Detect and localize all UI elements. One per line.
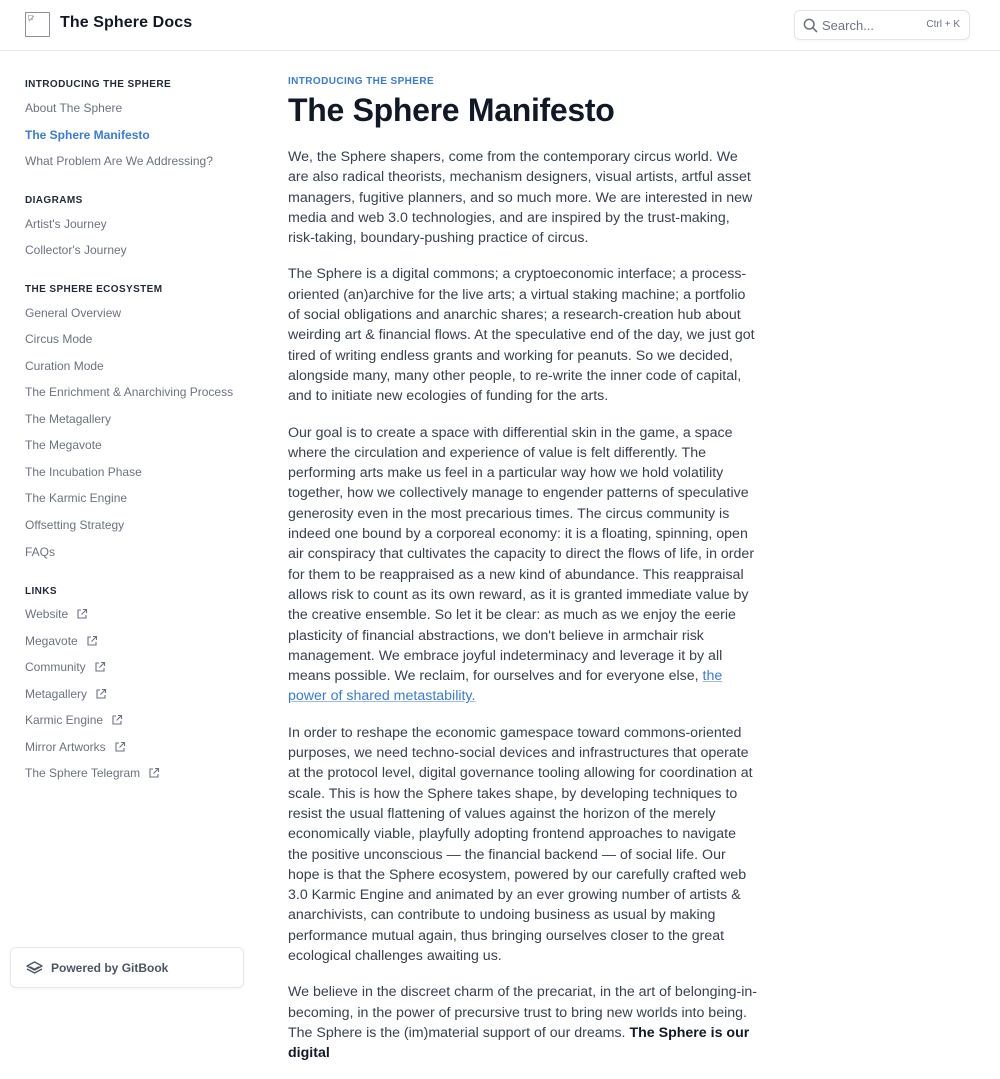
- sidebar-link-metagallery[interactable]: [25, 687, 107, 701]
- sidebar-item-label: Megavote: [25, 634, 78, 648]
- search-input[interactable]: [822, 17, 918, 34]
- sidebar-item-label: The Enrichment & Anarchiving Process: [25, 385, 234, 399]
- page-title: The Sphere Manifesto: [288, 92, 615, 128]
- sidebar-link-megavote[interactable]: [25, 634, 98, 648]
- external-link-icon: [94, 661, 106, 673]
- paragraph: [288, 264, 758, 406]
- paragraph: [288, 147, 758, 248]
- sidebar-link-website[interactable]: [25, 607, 88, 621]
- sidebar-link-mirror-artworks[interactable]: [25, 740, 126, 754]
- sidebar-section-title: INTRODUCING THE SPHERE: [25, 79, 172, 90]
- sidebar-item-label: Artist's Journey: [25, 217, 107, 231]
- external-link-icon: [111, 714, 123, 726]
- sidebar-item-incubation-phase[interactable]: [25, 465, 142, 479]
- sidebar-item-karmic-engine[interactable]: [25, 491, 127, 505]
- search-shortcut-hint: Ctrl + K: [926, 19, 960, 30]
- paragraph: [288, 982, 758, 1063]
- paragraph-text: In order to reshape the economic gamespace toward commons-oriented purposes, we need techno-social devices and infrastructures that operate at the protocol level, digital governance tooling allowing for coordination at scale. This is how the Sphere takes shape, by developing techniques to resist the usual flattening of values against the horizon of the merely economically viable, playfully adopting frontend approaches to navigate the positive unconscious — the financial backend — of social life. Our hope is that the Sphere ecosystem, powered by our carefully crafted web 3.0 Karmic Engine and animated by an ever growing number of artists & anarchivists, can contribute to undoing business as usual by making performance mutual again, thus bringing ourselves closer to the great ecological challenges awaiting us.: [288, 724, 753, 964]
- sidebar-section-title: THE SPHERE ECOSYSTEM: [25, 284, 163, 295]
- paragraph-text: We, the Sphere shapers, come from the contemporary circus world. We are also radical theorists, mechanism designers, visual artists, artful asset managers, fugitive planners, and so much more. We are interested in new media and web 3.0 technologies, and are inspired by the trust-making, risk-taking, boundary-pushing practice of circus.: [288, 149, 753, 247]
- paragraph: [288, 423, 758, 707]
- sidebar-item-general-overview[interactable]: [25, 306, 121, 320]
- main-content: [288, 51, 758, 1062]
- sidebar-item-label: Metagallery: [25, 687, 88, 701]
- paragraph-text: We believe in the discreet charm of the precariat, in the art of belonging-in-becoming, in the power of precursive trust to bring new worlds into being. The Sphere is the (im)material support of our dreams.: [288, 984, 757, 1041]
- sidebar-link-community[interactable]: [25, 660, 106, 674]
- external-link-icon: [86, 635, 98, 647]
- sidebar-item-label: General Overview: [25, 306, 122, 320]
- sidebar-item-the-sphere-manifesto[interactable]: [25, 128, 150, 142]
- gitbook-logo-icon: [26, 960, 43, 981]
- sidebar-item-about-the-sphere[interactable]: [25, 101, 122, 115]
- sidebar-item-label: The Megavote: [25, 438, 102, 452]
- sidebar-item-label: Curation Mode: [25, 359, 104, 373]
- sidebar-item-the-metagallery[interactable]: [25, 412, 111, 426]
- search-box[interactable]: [794, 10, 970, 40]
- sidebar-item-label: About The Sphere: [25, 101, 123, 115]
- sidebar-item-label: Mirror Artworks: [25, 740, 106, 754]
- sidebar-item-enrichment-anarchiving[interactable]: [25, 385, 233, 399]
- sidebar-item-artists-journey[interactable]: [25, 217, 107, 231]
- sidebar-item-label: Circus Mode: [25, 332, 93, 346]
- sidebar-item-circus-mode[interactable]: [25, 332, 92, 346]
- sidebar-item-label: The Sphere Telegram: [25, 766, 141, 780]
- sidebar-item-label: The Incubation Phase: [25, 465, 142, 479]
- sidebar-item-label: The Metagallery: [25, 412, 112, 426]
- sidebar-item-what-problem[interactable]: [25, 154, 213, 168]
- paragraph-text: Our goal is to create a space with differential skin in the game, a space where the circulation and experience of value is felt differently. The performing arts make us feel in a particular way how we hold volatility together, how we collectively manage to engender patterns of speculative generosity even in the most precarious times. The circus community is indeed one bound by a corporeal economy: it is a floating, spinning, open air conspiracy that cultivates the capacity to direct the flows of life, in order for them to be reappraised as a new kind of abundance. This reappraisal allows risk to count as its own reward, as it is granted immediate value by the creative ensemble. So let it be clear: as much as we enjoy the eerie plasticity of financial abstractions, we don't believe in armchair risk management. We embrace joyful indeterminacy and leverage it by all means possible. We reclaim, for ourselves and for everyone else,: [288, 424, 755, 685]
- paragraph-text: The Sphere is a digital commons; a cryptoeconomic interface; a process-oriented (an)archive for the live arts; a virtual staking machine; a portfolio of social obligations and anarchic shares; a research-creation hub about weirding art & financial flows. At the speculative end of the day, we just got tired of writing endless grants and working for peanuts. So we decided, alongside many, many other people, to re-write the inner code of capital, and to initiate new ecologies of funding for the arts.: [288, 266, 755, 405]
- sidebar-item-label: The Karmic Engine: [25, 491, 128, 505]
- paragraph: [288, 723, 758, 967]
- sidebar-item-label: Collector's Journey: [25, 243, 127, 257]
- sidebar-link-the-sphere-telegram[interactable]: [25, 766, 160, 780]
- sidebar-item-curation-mode[interactable]: [25, 359, 104, 373]
- breadcrumb[interactable]: INTRODUCING THE SPHERE: [288, 76, 435, 87]
- search-icon: [803, 18, 818, 38]
- sidebar-item-faqs[interactable]: [25, 545, 55, 559]
- sidebar-item-collectors-journey[interactable]: [25, 243, 127, 257]
- external-link-icon: [148, 767, 160, 779]
- site-title[interactable]: The Sphere Docs: [60, 14, 193, 31]
- sidebar-section-title: DIAGRAMS: [25, 195, 83, 206]
- external-link-icon: [114, 741, 126, 753]
- sidebar-item-label: FAQs: [25, 545, 56, 559]
- sidebar-item-offsetting-strategy[interactable]: [25, 518, 124, 532]
- sidebar-item-label: What Problem Are We Addressing?: [25, 154, 213, 168]
- powered-by-gitbook-label: Powered by GitBook: [51, 961, 169, 975]
- external-link-icon: [76, 608, 88, 620]
- sidebar-item-label: The Sphere Manifesto: [25, 128, 150, 142]
- paragraph-bold-text: The Sphere is our digital: [288, 1024, 750, 1062]
- top-header: [0, 0, 1000, 51]
- sidebar-item-label: Offsetting Strategy: [25, 518, 125, 532]
- sidebar-item-label: Website: [25, 607, 69, 621]
- sidebar-item-the-megavote[interactable]: [25, 438, 102, 452]
- sidebar: [0, 51, 258, 1000]
- article-body: [288, 147, 758, 1079]
- powered-by-gitbook-link[interactable]: [10, 947, 244, 988]
- sidebar-section-title: LINKS: [25, 586, 57, 597]
- sidebar-item-label: Karmic Engine: [25, 713, 104, 727]
- external-link-icon: [95, 688, 107, 700]
- sidebar-link-karmic-engine[interactable]: [25, 713, 123, 727]
- sidebar-item-label: Community: [25, 660, 86, 674]
- site-logo-icon[interactable]: [25, 12, 50, 37]
- shared-metastability-link[interactable]: the power of shared metastability.: [288, 668, 723, 705]
